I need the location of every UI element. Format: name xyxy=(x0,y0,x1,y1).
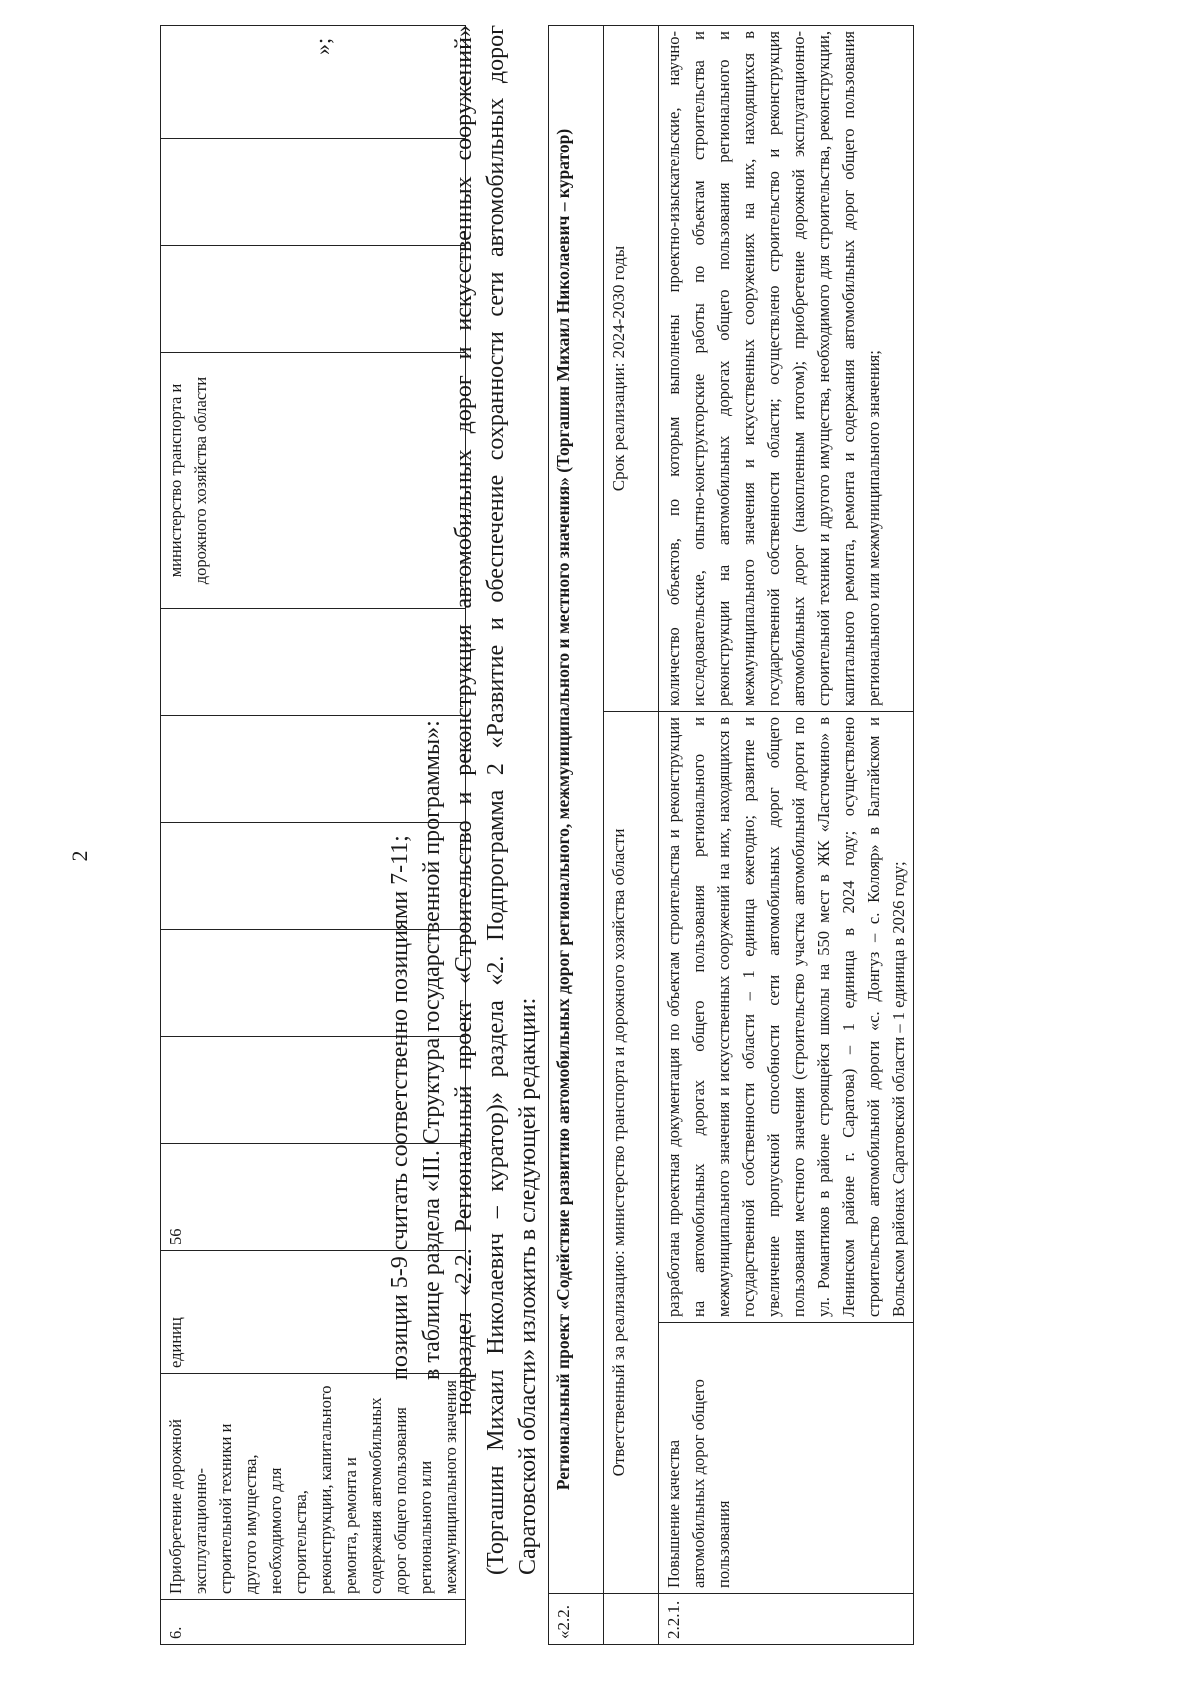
task-cell: Повышение качества автомобильных дорог общего пользования xyxy=(659,1323,914,1594)
empty-cell xyxy=(161,609,466,716)
indicators-cell: количество объектов, по которым выполнены проектно-изыскательские, научно-исследовательские, опытно-конструкторские работы по объектам строительства и реконструкции на автомобильных дорогах общего пользования регионального и межмуниципального значения и искусственных сооружениях на них, находящихся в государственной собственности области; осуществлено строительство и реконструкция автомобильных дорог (накопленным итогом); приобретение дорожной эксплуатационно-строительной техники и другого имущества, необходимого для строительства, реконструкции, капитального ремонта, ремонта и содержания автомобильных дорог общего пользования регионального или межмуниципального значения; xyxy=(659,26,914,712)
row-number: 2.2.1. xyxy=(659,1594,914,1645)
bottom-table xyxy=(548,25,914,1645)
responsible-cell: министерство транспорта и дорожного хозяйства области xyxy=(161,353,466,609)
item-name: Приобретение дорожной эксплуатационно-строительной техники и другого имущества, необходимого для строительства, реконструкции, капитального ремонта, ремонта и содержания автомобильных дорог общего пользования регионального или межмуниципального значения xyxy=(161,1374,466,1600)
subsection-paragraph: подраздел «2.2. Региональный проект «Строительство и реконструкция автомобильных дорог и искусственных сооружений» (Торгашин Михаил Николаевич – куратор)» раздела «2. Подпрограмма 2 «Развитие и обеспечение сохранности сети автомобильных дорог Саратовской области» изложить в следующей редакции: xyxy=(451,25,541,1575)
value-cell: 56 xyxy=(161,1144,466,1251)
table-row xyxy=(604,26,659,1645)
table-intro-paragraph: в таблице раздела «III. Структура государственной программы»: xyxy=(419,720,445,1380)
responsible-text: Ответственный за реализацию: министерство транспорта и дорожного хозяйства области xyxy=(604,712,659,1594)
period-text: Срок реализации: 2024-2030 годы xyxy=(604,26,659,712)
empty-cell xyxy=(604,1594,659,1645)
table-row xyxy=(549,26,604,1645)
table-row xyxy=(659,26,914,1645)
row-number: 6. xyxy=(161,1600,466,1645)
empty-cell xyxy=(161,139,466,246)
unit-cell: единиц xyxy=(161,1251,466,1374)
section-title: Региональный проект «Содействие развитию автомобильных дорог регионального, межмуниципального и местного значения» (Торгашин Михаил Николаевич – куратор) xyxy=(549,26,604,1594)
positions-paragraph: позиции 5-9 считать соответственно позициями 7-11; xyxy=(387,835,413,1380)
results-cell: разработана проектная документация по объектам строительства и реконструкции на автомобильных дорогах общего пользования регионального и межмуниципального значения и искусственных сооружений на них, находящихся в государственной собственности области – 1 единица ежегодно; развитие и увеличение пропускной способности сети автомобильных дорог общего пользования местного значения (строительство участка автомобильной дороги по ул. Романтиков в районе строящейся школы на 550 мест в ЖК «Ласточкино» в Ленинском районе г. Саратова) – 1 единица в 2024 году; осуществлено строительство автомобильной дороги «с. Донгуз – с. Колояр» в Балтайском и Вольском районах Саратовской области – 1 единица в 2026 году; xyxy=(659,712,914,1323)
page-number: 2 xyxy=(67,850,92,862)
empty-cell xyxy=(161,246,466,353)
section-number: «2.2. xyxy=(549,1594,604,1645)
rotated-page xyxy=(160,25,1120,1645)
closing-quote: »; xyxy=(310,37,335,55)
